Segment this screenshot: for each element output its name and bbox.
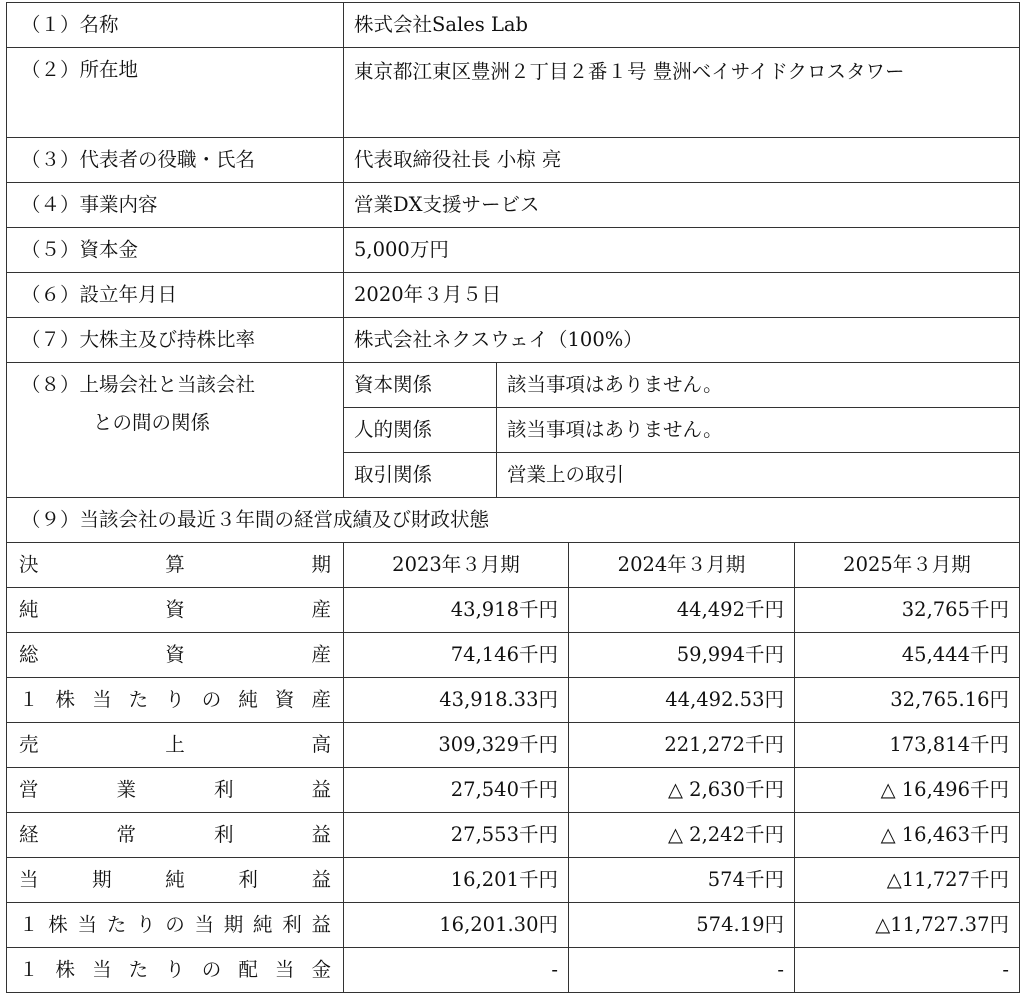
financials-value: 309,329千円 [344,723,569,768]
relations-label-line1: （８）上場会社と当該会社 [21,373,256,396]
financials-row-label: 営業利益 [7,768,344,813]
financials-value: - [795,948,1020,993]
company-info-table [6,2,1020,543]
row-financials-title [7,498,1020,543]
financials-row-label: １株当たりの純資産 [7,678,344,723]
address-label: （２）所在地 [7,48,344,138]
row-relations-capital [7,363,1020,408]
period-header: 2023年３月期 [344,543,569,588]
financials-value: △11,727千円 [795,858,1020,903]
financials-row-label: 総資産 [7,633,344,678]
financials-row-label: 純資産 [7,588,344,633]
financials-row [7,633,1020,678]
financials-table [6,542,1020,993]
shareholder-label: （７）大株主及び持株比率 [7,318,344,363]
financials-row-label: 当期純利益 [7,858,344,903]
established-value: 2020年３月５日 [344,273,1020,318]
name-label: （１）名称 [7,3,344,48]
row-address [7,48,1020,138]
financials-value: 27,553千円 [344,813,569,858]
financials-row [7,948,1020,993]
relation-type: 資本関係 [344,363,497,408]
financials-value: 59,994千円 [569,633,795,678]
financials-row-label: １株当たりの当期純利益 [7,903,344,948]
company-overview-document [6,2,1019,993]
relation-type: 人的関係 [344,408,497,453]
period-header: 2024年３月期 [569,543,795,588]
business-label: （４）事業内容 [7,183,344,228]
relation-detail: 営業上の取引 [497,453,1020,498]
financials-row-label: 売上高 [7,723,344,768]
financials-row [7,813,1020,858]
financials-body [7,588,1020,993]
row-company-name [7,3,1020,48]
financials-value: 43,918.33円 [344,678,569,723]
relation-detail: 該当事項はありません。 [497,363,1020,408]
financials-row [7,678,1020,723]
financials-row-label: １株当たりの配当金 [7,948,344,993]
financials-value: △11,727.37円 [795,903,1020,948]
financials-row [7,588,1020,633]
financials-row [7,723,1020,768]
financials-value: 74,146千円 [344,633,569,678]
financials-value: - [344,948,569,993]
row-business [7,183,1020,228]
financials-value: 16,201.30円 [344,903,569,948]
relations-label-line2: との間の関係 [93,411,211,434]
row-established [7,273,1020,318]
financials-value: 45,444千円 [795,633,1020,678]
period-header: 2025年３月期 [795,543,1020,588]
financials-title: （９）当該会社の最近３年間の経営成績及び財政状態 [7,498,1020,543]
established-label: （６）設立年月日 [7,273,344,318]
relation-detail: 該当事項はありません。 [497,408,1020,453]
capital-label: （５）資本金 [7,228,344,273]
capital-value: 5,000万円 [344,228,1020,273]
financials-value: 44,492.53円 [569,678,795,723]
financials-row [7,903,1020,948]
financials-row [7,768,1020,813]
financials-value: △ 2,630千円 [569,768,795,813]
name-value: 株式会社Sales Lab [344,3,1020,48]
representative-label: （３）代表者の役職・氏名 [7,138,344,183]
row-shareholder [7,318,1020,363]
relations-label [7,363,344,498]
financials-value: △ 16,463千円 [795,813,1020,858]
row-capital [7,228,1020,273]
representative-value: 代表取締役社長 小椋 亮 [344,138,1020,183]
financials-value: △ 16,496千円 [795,768,1020,813]
financials-value: 27,540千円 [344,768,569,813]
header-period-label: 決算期 [7,543,344,588]
financials-value: 574千円 [569,858,795,903]
financials-value: 173,814千円 [795,723,1020,768]
financials-value: 16,201千円 [344,858,569,903]
financials-value: 32,765千円 [795,588,1020,633]
financials-value: 32,765.16円 [795,678,1020,723]
relation-type: 取引関係 [344,453,497,498]
financials-value: - [569,948,795,993]
financials-row-label: 経常利益 [7,813,344,858]
financials-value: 574.19円 [569,903,795,948]
business-value: 営業DX支援サービス [344,183,1020,228]
financials-row [7,858,1020,903]
financials-value: 221,272千円 [569,723,795,768]
financials-value: 44,492千円 [569,588,795,633]
financials-value: 43,918千円 [344,588,569,633]
financials-header-row [7,543,1020,588]
address-value: 東京都江東区豊洲２丁目２番１号 豊洲ベイサイドクロスタワー [344,48,1020,138]
shareholder-value: 株式会社ネクスウェイ（100%） [344,318,1020,363]
financials-value: △ 2,242千円 [569,813,795,858]
row-representative [7,138,1020,183]
